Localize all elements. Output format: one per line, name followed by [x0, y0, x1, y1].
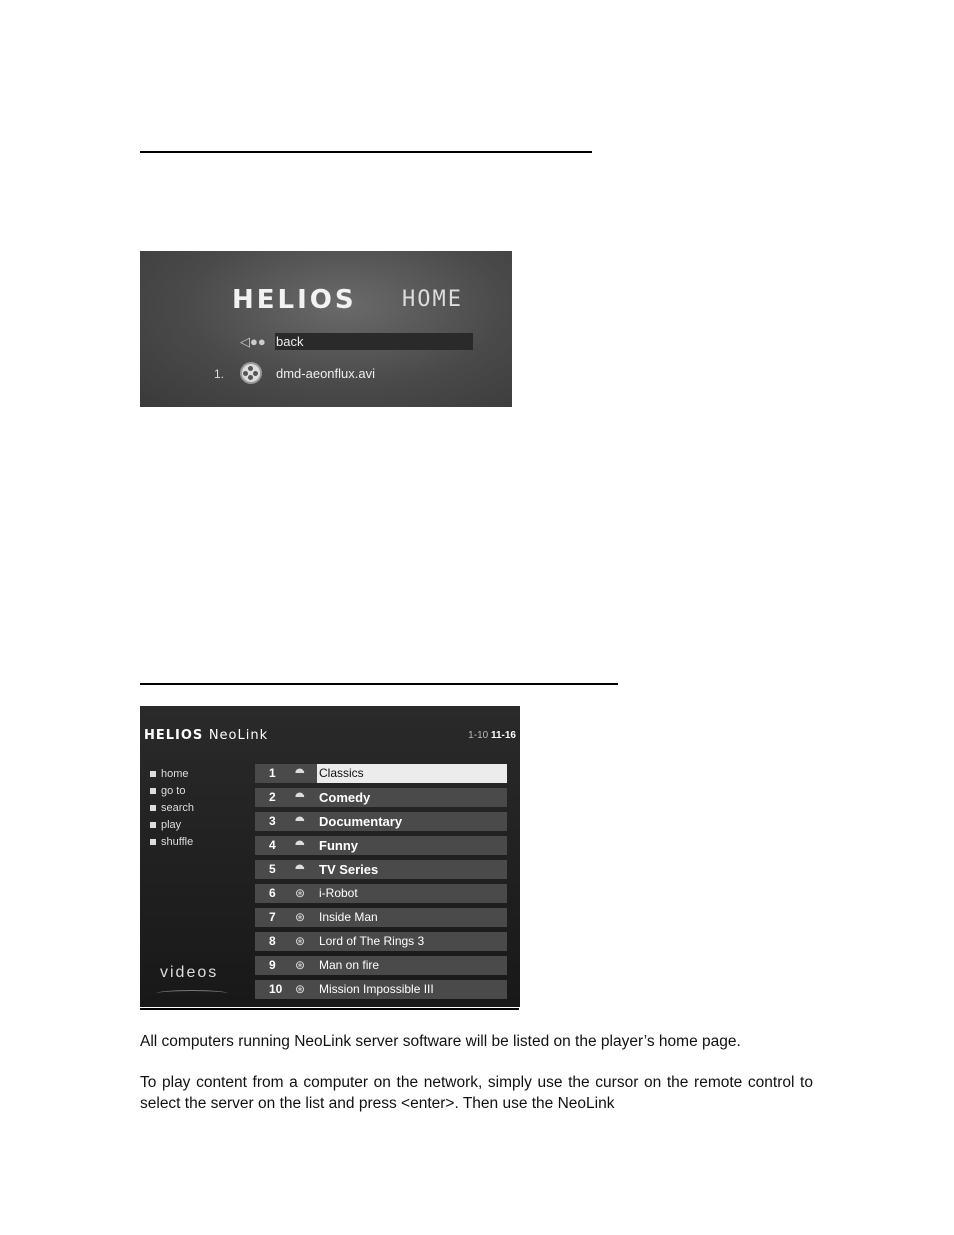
- section-label: videos: [160, 964, 219, 981]
- list-item[interactable]: 10 ⊛ Mission Impossible III: [255, 980, 507, 999]
- list-item[interactable]: 7 ⊛ Inside Man: [255, 908, 507, 927]
- menu-item-home[interactable]: home: [150, 766, 194, 783]
- swoosh-decoration: [156, 990, 228, 997]
- film-reel-icon: [240, 362, 262, 384]
- back-arrow-icon: ◁●●: [240, 334, 266, 349]
- side-menu: [150, 766, 194, 851]
- list-item[interactable]: 4 ⯊ Funny: [255, 836, 507, 855]
- folder-icon: ⯊: [295, 814, 305, 828]
- helios-home-screenshot: [140, 251, 512, 407]
- list-item[interactable]: 8 ⊛ Lord of The Rings 3: [255, 932, 507, 951]
- menu-item-go-to[interactable]: go to: [150, 783, 194, 800]
- film-reel-icon: ⊛: [295, 886, 306, 900]
- menu-item-play[interactable]: play: [150, 817, 194, 834]
- home-title: HOME: [402, 287, 463, 312]
- helios-logo: HELIOS: [144, 728, 204, 743]
- list-item[interactable]: 1 ⯊ Classics: [255, 764, 507, 783]
- film-reel-icon: ⊛: [295, 934, 306, 948]
- page-current[interactable]: 1-10: [468, 730, 489, 741]
- screenshot-underline: [140, 1008, 519, 1010]
- bullet-icon: [150, 822, 156, 828]
- bullet-icon: [150, 771, 156, 777]
- app-name: NeoLink: [208, 728, 269, 743]
- list-item[interactable]: 2 ⯊ Comedy: [255, 788, 507, 807]
- page-next[interactable]: 11-16: [490, 730, 516, 741]
- folder-icon: ⯊: [295, 790, 305, 804]
- body-paragraph-1: All computers running NeoLink server software will be listed on the player’s home page.: [140, 1033, 741, 1050]
- list-item[interactable]: 3 ⯊ Documentary: [255, 812, 507, 831]
- folder-icon: ⯊: [295, 766, 305, 780]
- film-reel-icon: ⊛: [295, 958, 306, 972]
- list-item[interactable]: 6 ⊛ i-Robot: [255, 884, 507, 903]
- neolink-screenshot: [140, 706, 520, 1007]
- pagination: [468, 730, 516, 741]
- media-list: [255, 764, 507, 1004]
- list-item[interactable]: 5 ⯊ TV Series: [255, 860, 507, 879]
- file-item[interactable]: dmd-aeonflux.avi: [276, 366, 375, 381]
- back-button[interactable]: back: [276, 334, 304, 349]
- folder-icon: ⯊: [295, 838, 305, 852]
- list-item[interactable]: 9 ⊛ Man on fire: [255, 956, 507, 975]
- helios-logo: HELIOS: [232, 285, 357, 315]
- heading-rule-middle: [140, 683, 618, 685]
- helios-neolink-logo: [144, 728, 268, 743]
- menu-item-shuffle[interactable]: shuffle: [150, 834, 194, 851]
- back-highlight-bar[interactable]: [275, 333, 473, 350]
- bullet-icon: [150, 805, 156, 811]
- heading-rule-top: [140, 151, 592, 153]
- film-reel-icon: ⊛: [295, 910, 306, 924]
- body-paragraph-2: To play content from a computer on the network, simply use the cursor on the remote control to select the server on the list and press <enter>. Then use the NeoLink: [140, 1074, 813, 1112]
- bullet-icon: [150, 839, 156, 845]
- menu-item-search[interactable]: search: [150, 800, 194, 817]
- bullet-icon: [150, 788, 156, 794]
- folder-icon: ⯊: [295, 862, 305, 876]
- film-reel-icon: ⊛: [295, 982, 306, 996]
- item-number: 1.: [214, 367, 225, 381]
